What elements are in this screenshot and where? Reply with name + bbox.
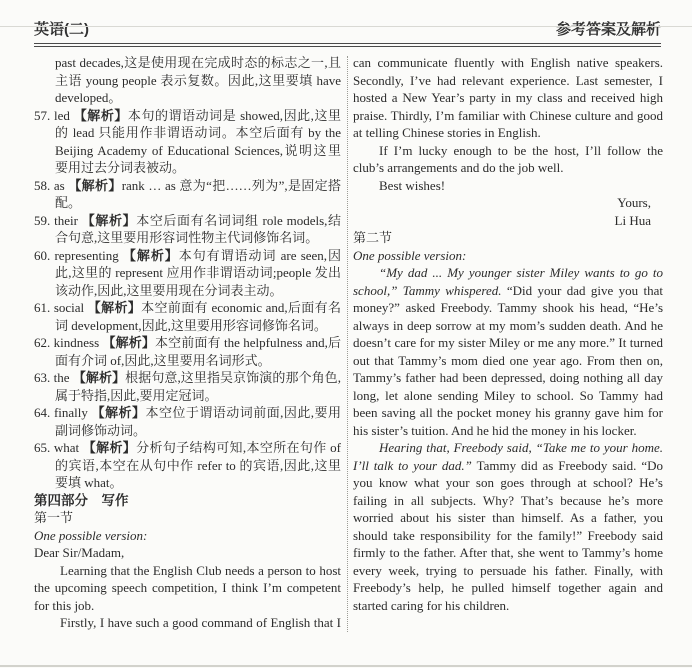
- item-number: 60.: [34, 247, 51, 263]
- story-body-1: “Did your dad give you that money?” asked Freebody. Tammy shook his head, “He’s always in deep sorrow at my mom’s sudden death. And he doesn’t care for my sister Miley or me any more.” It turned out that Tammy’s mom died one year ago. From then on, Tammy’s father had been depressed, doing nothing all day long, let alone sending Miley to school. So Tammy had been saving all the pocket money his granny gave him for his sister’s tuition. And he hid the money in his locker.: [353, 282, 664, 438]
- analysis-tag: 【解析】: [72, 370, 126, 385]
- column-divider: [347, 56, 348, 632]
- story-lead-sentence-2: Hearing that, Freebody said, “Take me to your home. I’ll talk to your dad.”: [353, 440, 663, 473]
- item-analysis-text: 本空位于谓语动词前面,因此,要用副词修饰动词。: [55, 405, 341, 438]
- signature-name: Li Hua: [614, 212, 651, 228]
- part-four-heading: 第四部分 写作: [34, 492, 129, 508]
- analysis-tag: 【解析】: [73, 107, 128, 123]
- letter-paragraph-3: If I’m lucky enough to be the host, I’ll follow the club’s arrangements and do the job well.: [353, 142, 663, 175]
- item-analysis-text: 本空后面有名词词组 role models,结合句意,这里要用形容词性物主代词修饰名词。: [55, 212, 341, 245]
- analysis-tag: 【解析】: [82, 440, 137, 455]
- analysis-tag: 【解析】: [102, 335, 155, 350]
- page-bottom-edge-line: [0, 665, 692, 667]
- analysis-tag: 【解析】: [81, 212, 137, 228]
- letter-salutation: Dear Sir/Madam,: [34, 545, 125, 560]
- two-column-body: [34, 54, 663, 632]
- answer-item-60: [34, 247, 341, 300]
- analysis-tag: 【解析】: [87, 300, 142, 315]
- item-number: 63.: [34, 370, 51, 385]
- item-analysis-text: 分析句子结构可知,本空所在句作 of 的宾语,本空在从句中作 refer to 的宾语,因此,这里要填 what。: [55, 440, 342, 490]
- item-answer: social: [53, 300, 85, 315]
- section-one-heading: 第一节: [34, 510, 74, 525]
- version-label-2: One possible version:: [353, 247, 467, 263]
- page-top-edge-line: [0, 26, 692, 27]
- item-analysis-text: 本句有谓语动词 are seen,因此,这里的 represent 应用作非谓语动词;people 发出该动作,因此,这里要用现在分词表主动。: [55, 247, 341, 298]
- item-answer: finally: [53, 405, 88, 420]
- letter-closing: Best wishes!: [379, 177, 446, 193]
- signature-yours: Yours,: [617, 195, 651, 210]
- item-number: 62.: [34, 335, 51, 350]
- page-header: [34, 21, 661, 39]
- answer-item-62: [34, 334, 341, 369]
- item-answer: representing: [54, 247, 119, 263]
- item-answer: led: [54, 107, 70, 123]
- item-number: 61.: [34, 300, 51, 315]
- item-number: 65.: [34, 440, 51, 455]
- analysis-tag: 【解析】: [91, 405, 146, 420]
- answer-item-65: [34, 439, 341, 492]
- letter-continuation: can communicate fluently with English native speakers. Secondly, I’ve had relevant experience. Last semester, I hosted a New Year’s party in my class and received high praise. Thirdly, I’m familiar with Chinese culture and good at telling Chinese stories in English.: [353, 55, 663, 140]
- letter-paragraph-1: Learning that the English Club needs a person to host the upcoming speech competition, I think I’m competent for this job.: [34, 562, 341, 613]
- letter-paragraph-2-partial: Firstly, I have such a good command of English that I: [60, 615, 341, 630]
- answer-key-title: 参考答案及解析: [555, 21, 661, 38]
- item-analysis-text: 根据句意,这里指吴京饰演的那个角色,属于特指,因此,要用定冠词。: [55, 370, 342, 403]
- answer-item-59: [34, 212, 341, 247]
- version-label: One possible version:: [34, 527, 148, 543]
- item-analysis-text: 本空前面有 the helpfulness and,后面有介词 of,因此,这里要用名词形式。: [55, 335, 341, 368]
- item-answer: the: [53, 370, 70, 385]
- section-two-heading: 第二节: [353, 230, 393, 245]
- item-analysis-text: 本空前面有 economic and,后面有名词 development,因此,这里要用形容词修饰名词。: [55, 300, 341, 333]
- item-answer: as: [53, 177, 65, 193]
- analysis-tag: 【解析】: [122, 247, 179, 263]
- exam-title: 英语(二): [34, 21, 89, 38]
- answer-item-61: [34, 299, 341, 334]
- answer-item-64: [34, 404, 341, 439]
- item-analysis-text: 本句的谓语动词是 showed,因此,这里的 lead 只能用作非谓语动词。本空后面有 by the Beijing Academy of Educational Sciences,说明这里要用过去分词表被动。: [55, 107, 342, 175]
- story-body-2: Tammy did as Freebody said. “Do you know what your son goes through at school? He’s failing in all subjects. Why? That’s because he’s more worried about his sister than himself. As a father, you should take responsibility for the family!” Freebody said firmly to the father. After that, she went to Tammy’s home every week, trying to persuade his father. Finally, with Freebody’s help, he pulled himself together again and started caring for his children.: [353, 457, 663, 613]
- answer-item-63: [34, 369, 341, 404]
- item-number: 58.: [34, 177, 51, 193]
- item-number: 59.: [34, 212, 51, 228]
- item-number: 64.: [34, 405, 51, 420]
- left-column: [34, 54, 341, 632]
- right-column: [353, 54, 663, 632]
- story-paragraph-1: [353, 264, 663, 439]
- answer-item-57: [34, 107, 341, 177]
- item-analysis-text: rank … as 意为“把……列为”,是固定搭配。: [55, 177, 342, 210]
- carryover-paragraph: past decades,这是使用现在完成时态的标志之一,且主语 young people 表示复数。因此,这里要填 have developed。: [55, 55, 341, 105]
- item-answer: their: [54, 212, 78, 228]
- item-answer: kindness: [53, 335, 100, 350]
- item-answer: what: [53, 440, 80, 455]
- item-number: 57.: [34, 107, 51, 123]
- story-lead-sentence-1: “My dad ... My younger sister Miley wants to go to school,” Tammy whispered.: [353, 265, 663, 298]
- answer-item-58: [34, 177, 341, 212]
- analysis-tag: 【解析】: [68, 177, 122, 193]
- header-double-rule: [34, 43, 661, 47]
- story-paragraph-2: [353, 439, 663, 614]
